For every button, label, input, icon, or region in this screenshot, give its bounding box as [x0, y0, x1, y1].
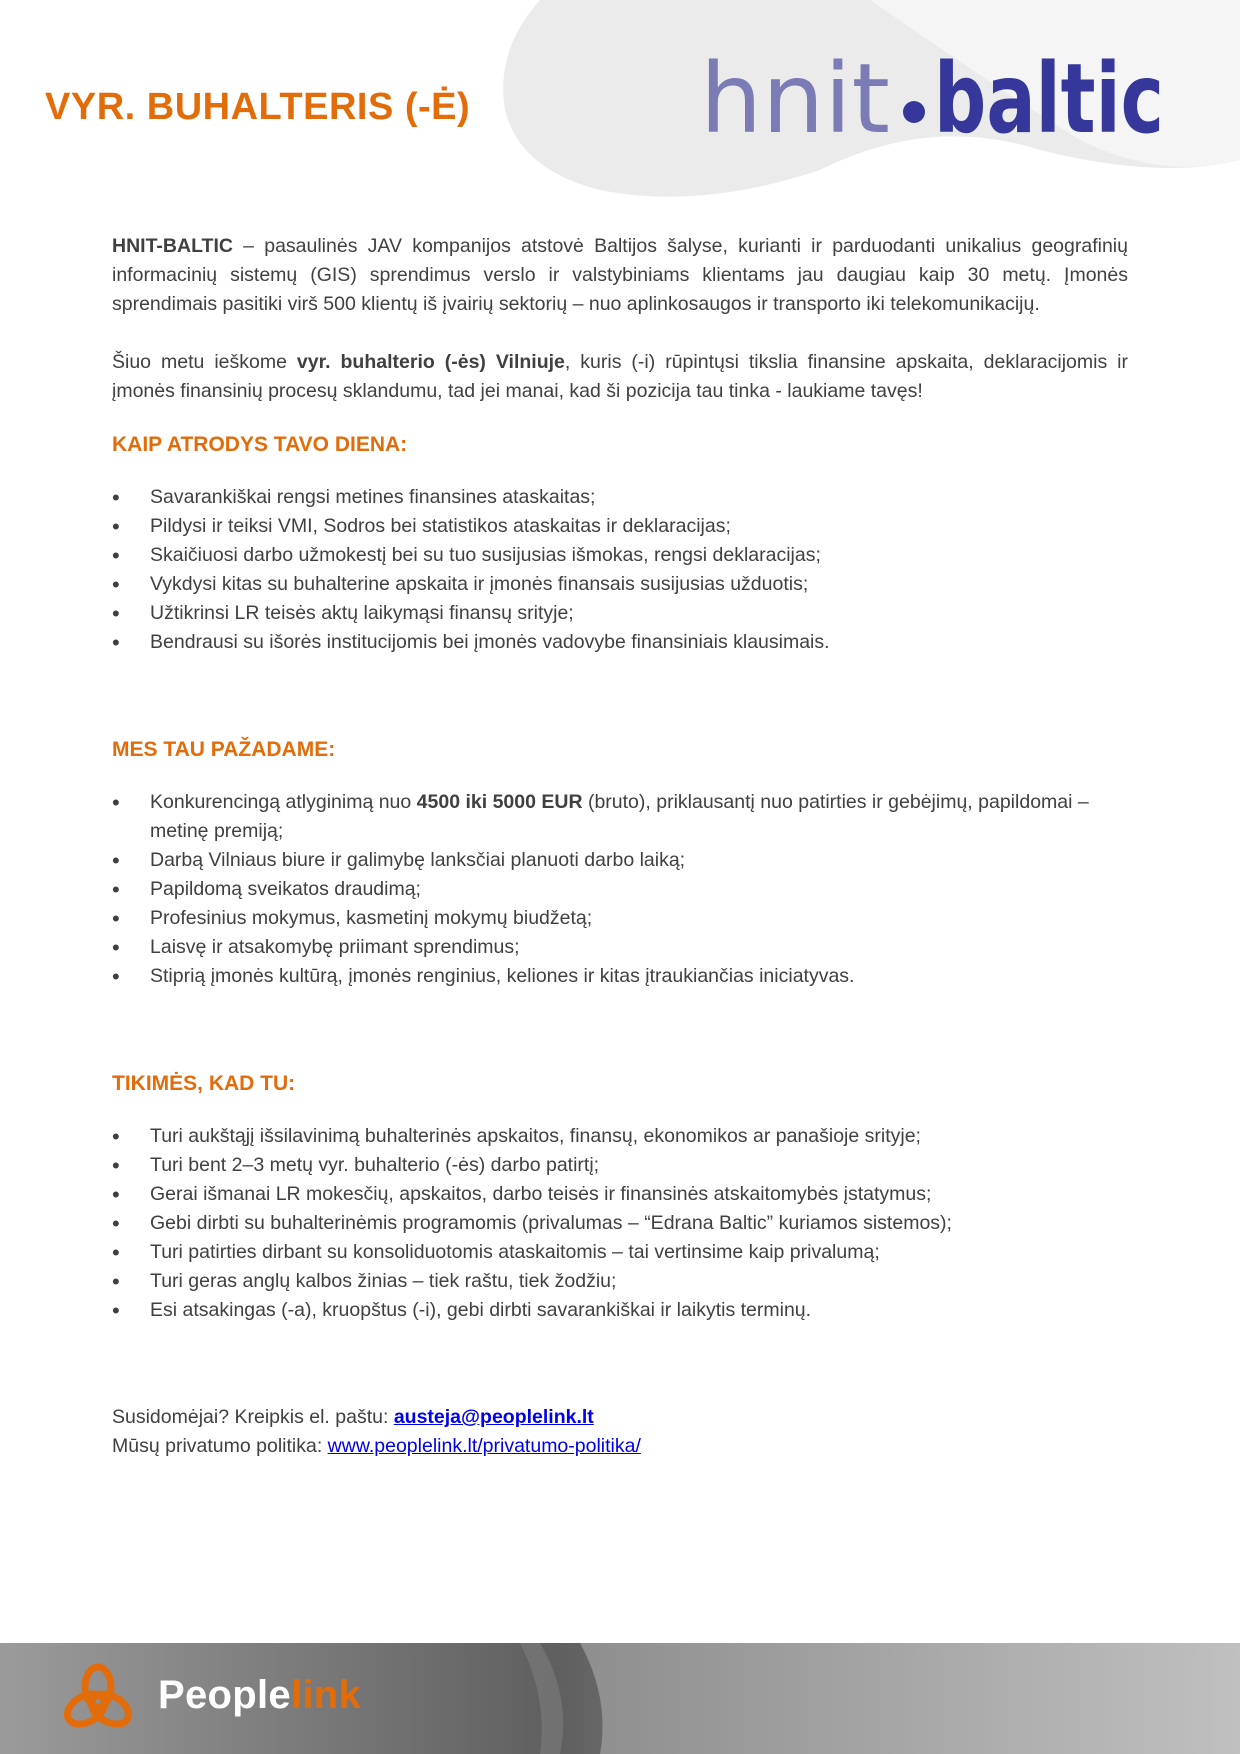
- list-item: • Užtikrinsi LR teisės aktų laikymąsi finansų srityje;: [112, 599, 1128, 628]
- list-item: • Profesinius mokymus, kasmetinį mokymų biudžetą;: [112, 904, 1128, 933]
- list-item: • Esi atsakingas (-a), kruopštus (-i), gebi dirbti savarankiškai ir laikytis terminų.: [112, 1296, 1128, 1325]
- expect-list: [112, 1122, 1128, 1325]
- peoplelink-logo-text: [158, 1673, 361, 1718]
- list-item: • Stiprią įmonės kultūrą, įmonės renginius, keliones ir kitas įtraukiančias iniciatyvas.: [112, 962, 1128, 991]
- list-item: • Turi patirties dirbant su konsoliduotomis ataskaitomis – tai vertinsime kaip privalumą;: [112, 1238, 1128, 1267]
- brand-main: People: [158, 1673, 291, 1717]
- list-item-salary: [112, 788, 1128, 846]
- brand-accent: link: [290, 1673, 362, 1717]
- logo-text-hnit: hnit: [700, 43, 890, 155]
- list-item: • Skaičiuosi darbo užmokestį bei su tuo susijusias išmokas, rengsi deklaracijas;: [112, 541, 1128, 570]
- company-intro-paragraph: [112, 232, 1128, 319]
- salary-range: 4500 iki 5000 EUR: [416, 791, 583, 813]
- position-name: vyr. buhalterio (-ės) Vilniuje: [296, 351, 565, 373]
- job-title: VYR. BUHALTERIS (-Ė): [45, 86, 471, 128]
- contact-email-line: [112, 1403, 1128, 1432]
- contact-email-label: Susidomėjai? Kreipkis el. paštu:: [112, 1406, 394, 1428]
- salary-text-end: (bruto), priklausantį nuo patirties ir gebėjimų, papildomai – metinę premiją;: [150, 791, 1089, 842]
- company-description: – pasaulinės JAV kompanijos atstovė Baltijos šalyse, kurianti ir parduodanti unikalius geografinių informacinių sistemų (GIS) sprendimus verslo ir valstybiniams klientams jau daugiau kaip 30 metų. Įmonės sprendimais pasitiki virš 500 klientų iš įvairių sektorių – nuo aplinkosaugos ir transporto iki telekomunikacijų.: [112, 235, 1128, 315]
- salary-text-start: Konkurencingą atlyginimą nuo: [150, 791, 417, 813]
- position-intro-end: , kuris (-i) rūpintųsi tikslia finansine apskaita, deklaracijomis ir įmonės finansinių procesų sklandumu, tad jei manai, kad ši pozicija tau tinka - laukiame tavęs!: [112, 351, 1129, 402]
- hnit-baltic-logo: [700, 43, 1170, 155]
- list-item: • Laisvę ir atsakomybę priimant sprendimus;: [112, 933, 1128, 962]
- list-item: • Gerai išmanai LR mokesčių, apskaitos, darbo teisės ir finansinės atskaitomybės įstatymus;: [112, 1180, 1128, 1209]
- list-item: • Turi aukštąjį išsilavinimą buhalterinės apskaitos, finansų, ekonomikos ar panašioje srityje;: [112, 1122, 1128, 1151]
- list-item: • Vykdysi kitas su buhalterine apskaita ir įmonės finansais susijusias užduotis;: [112, 570, 1128, 599]
- day-section-heading: KAIP ATRODYS TAVO DIENA:: [112, 433, 408, 456]
- company-name: HNIT-BALTIC: [112, 235, 233, 257]
- list-item: • Bendrausi su išorės institucijomis bei įmonės vadovybe finansiniais klausimais.: [112, 628, 1128, 657]
- position-intro-start: Šiuo metu ieškome: [112, 351, 297, 373]
- position-intro-paragraph: [112, 348, 1128, 406]
- footer-bar: [0, 1643, 1240, 1754]
- contact-email-link[interactable]: austeja@peoplelink.lt: [393, 1406, 594, 1428]
- contact-block: [112, 1403, 1128, 1461]
- list-item: • Turi geras anglų kalbos žinias – tiek raštu, tiek žodžiu;: [112, 1267, 1128, 1296]
- list-item: • Darbą Vilniaus biure ir galimybę lanksčiai planuoti darbo laiką;: [112, 846, 1128, 875]
- privacy-policy-link[interactable]: www.peoplelink.lt/privatumo-politika/: [327, 1435, 641, 1457]
- promise-list: [112, 788, 1128, 991]
- list-item: • Papildomą sveikatos draudimą;: [112, 875, 1128, 904]
- privacy-line: [112, 1432, 1128, 1461]
- list-item: • Savarankiškai rengsi metines finansines ataskaitas;: [112, 483, 1128, 512]
- promise-section-heading: MES TAU PAŽADAME:: [112, 738, 336, 761]
- list-item: • Turi bent 2–3 metų vyr. buhalterio (-ės) darbo patirtį;: [112, 1151, 1128, 1180]
- expect-section-heading: TIKIMĖS, KAD TU:: [112, 1072, 296, 1095]
- day-list: [112, 483, 1128, 657]
- peoplelink-logo-icon: [60, 1661, 136, 1737]
- logo-text-baltic: baltic: [934, 43, 1164, 155]
- main-content: [112, 232, 1128, 1461]
- list-item: • Pildysi ir teiksi VMI, Sodros bei statistikos ataskaitas ir deklaracijas;: [112, 512, 1128, 541]
- logo-dot: [903, 101, 925, 123]
- list-item: • Gebi dirbti su buhalterinėmis programomis (privalumas – “Edrana Baltic” kuriamos sistemos);: [112, 1209, 1128, 1238]
- privacy-label: Mūsų privatumo politika:: [112, 1435, 328, 1457]
